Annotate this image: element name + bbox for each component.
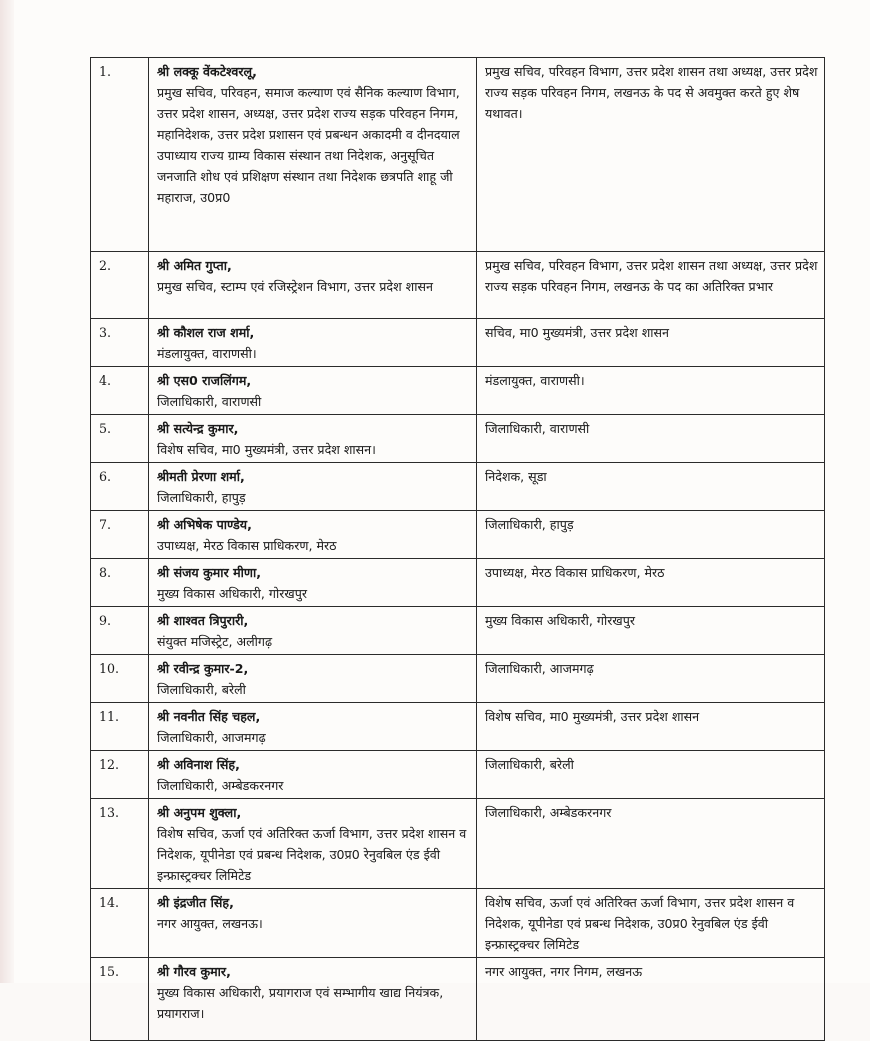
serial-number: 7. [91,511,149,559]
current-designation: प्रमुख सचिव, स्टाम्प एवं रजिस्ट्रेशन विभाग, उत्तर प्रदेश शासन [157,279,433,294]
new-posting: जिलाधिकारी, हापुड़ [485,517,574,532]
officer-cell [149,463,477,511]
officer-name: श्री नवनीत सिंह चहल, [157,709,261,724]
table-row [91,252,825,319]
officer-name: श्रीमती प्रेरणा शर्मा, [157,469,245,484]
current-designation: मुख्य विकास अधिकारी, गोरखपुर [157,586,308,601]
officer-cell [149,367,477,415]
new-posting-cell [477,367,825,415]
officer-cell [149,511,477,559]
new-posting-cell [477,655,825,703]
serial-number: 15. [91,958,149,1041]
serial-number: 9. [91,607,149,655]
new-posting: जिलाधिकारी, अम्बेडकरनगर [485,805,612,820]
serial-number: 11. [91,703,149,751]
current-designation: मंडलायुक्त, वाराणसी। [157,346,257,361]
officer-name: श्री कौशल राज शर्मा, [157,325,255,340]
current-designation: जिलाधिकारी, अम्बेडकरनगर [157,778,284,793]
current-designation: विशेष सचिव, मा0 मुख्यमंत्री, उत्तर प्रदेश शासन। [157,442,376,457]
new-posting: जिलाधिकारी, बरेली [485,757,574,772]
table-row [91,655,825,703]
officer-name: श्री अमित गुप्ता, [157,258,232,273]
officer-name: श्री सत्येन्द्र कुमार, [157,421,239,436]
serial-number: 4. [91,367,149,415]
officer-cell [149,319,477,367]
current-designation: जिलाधिकारी, वाराणसी [157,394,262,409]
new-posting: उपाध्यक्ष, मेरठ विकास प्राधिकरण, मेरठ [485,565,665,580]
officer-cell [149,799,477,889]
new-posting-cell [477,889,825,958]
new-posting: नगर आयुक्त, नगर निगम, लखनऊ [485,964,643,979]
serial-number: 8. [91,559,149,607]
new-posting: सचिव, मा0 मुख्यमंत्री, उत्तर प्रदेश शासन [485,325,670,340]
officer-name: श्री अनुपम शुक्ला, [157,805,242,820]
serial-number: 1. [91,58,149,252]
new-posting-cell [477,463,825,511]
table-row [91,559,825,607]
current-designation: विशेष सचिव, ऊर्जा एवं अतिरिक्त ऊर्जा विभाग, उत्तर प्रदेश शासन व निदेशक, यूपीनेडा एवं प्रबन्ध निदेशक, उ0प्र0 रेनुवबिल एंड ईवी इन्फ्रास्ट्रक्चर लिमिटेड [157,826,467,883]
transfer-table [90,57,825,1041]
new-posting-cell [477,559,825,607]
page-edge-shadow [0,0,14,983]
new-posting-cell [477,58,825,252]
new-posting: विशेष सचिव, मा0 मुख्यमंत्री, उत्तर प्रदेश शासन [485,709,700,724]
officer-cell [149,889,477,958]
table-row [91,703,825,751]
officer-cell [149,703,477,751]
officer-name: श्री इंद्रजीत सिंह, [157,895,234,910]
new-posting: जिलाधिकारी, आजमगढ़ [485,661,594,676]
table-row [91,607,825,655]
officer-cell [149,958,477,1041]
serial-number: 6. [91,463,149,511]
table-row [91,463,825,511]
new-posting-cell [477,958,825,1041]
new-posting-cell [477,703,825,751]
serial-number: 2. [91,252,149,319]
officer-name: श्री रवीन्द्र कुमार-2, [157,661,249,676]
officer-cell [149,252,477,319]
officer-name: श्री संजय कुमार मीणा, [157,565,262,580]
new-posting: प्रमुख सचिव, परिवहन विभाग, उत्तर प्रदेश शासन तथा अध्यक्ष, उत्तर प्रदेश राज्य सड़क परिवहन निगम, लखनऊ के पद का अतिरिक्त प्रभार [485,258,818,294]
officer-name: श्री लक्कू वेंकटेश्वरलू, [157,64,257,79]
table-row [91,511,825,559]
new-posting-cell [477,415,825,463]
table-row [91,958,825,1041]
current-designation: जिलाधिकारी, बरेली [157,682,246,697]
table-row [91,751,825,799]
new-posting: विशेष सचिव, ऊर्जा एवं अतिरिक्त ऊर्जा विभाग, उत्तर प्रदेश शासन व निदेशक, यूपीनेडा एवं प्रबन्ध निदेशक, उ0प्र0 रेनुवबिल एंड ईवी इन्फ्रास्ट्रक्चर लिमिटेड [485,895,795,952]
new-posting: मुख्य विकास अधिकारी, गोरखपुर [485,613,636,628]
table-row [91,799,825,889]
new-posting-cell [477,319,825,367]
new-posting-cell [477,252,825,319]
officer-cell [149,607,477,655]
current-designation: नगर आयुक्त, लखनऊ। [157,916,263,931]
officer-name: श्री गौरव कुमार, [157,964,231,979]
table-row [91,319,825,367]
table-row [91,889,825,958]
officer-cell [149,415,477,463]
current-designation: जिलाधिकारी, हापुड़ [157,490,246,505]
serial-number: 5. [91,415,149,463]
serial-number: 10. [91,655,149,703]
serial-number: 13. [91,799,149,889]
new-posting: प्रमुख सचिव, परिवहन विभाग, उत्तर प्रदेश शासन तथा अध्यक्ष, उत्तर प्रदेश राज्य सड़क परिवहन निगम, लखनऊ के पद से अवमुक्त करते हुए शेष यथावत। [485,64,818,121]
new-posting: मंडलायुक्त, वाराणसी। [485,373,585,388]
table-row [91,58,825,252]
table-row [91,367,825,415]
serial-number: 3. [91,319,149,367]
new-posting: निदेशक, सूडा [485,469,547,484]
current-designation: प्रमुख सचिव, परिवहन, समाज कल्याण एवं सैनिक कल्याण विभाग, उत्तर प्रदेश शासन, अध्यक्ष, उत्तर प्रदेश राज्य सड़क परिवहन निगम, महानिदेशक, उत्तर प्रदेश प्रशासन एवं प्रबन्धन अकादमी व दीनदयाल उपाध्याय राज्य ग्राम्य विकास संस्थान तथा निदेशक, अनुसूचित जनजाति शोध एवं प्रशिक्षण संस्थान तथा निदेशक छत्रपति शाहू जी महाराज, उ0प्र0 [157,85,460,205]
current-designation: मुख्य विकास अधिकारी, प्रयागराज एवं सम्भागीय खाद्य नियंत्रक, प्रयागराज। [157,985,444,1021]
officer-cell [149,751,477,799]
transfer-table-body [91,58,825,1041]
new-posting-cell [477,607,825,655]
serial-number: 12. [91,751,149,799]
officer-cell [149,58,477,252]
new-posting-cell [477,511,825,559]
new-posting: जिलाधिकारी, वाराणसी [485,421,590,436]
officer-name: श्री अविनाश सिंह, [157,757,240,772]
serial-number: 14. [91,889,149,958]
officer-name: श्री एस0 राजलिंगम, [157,373,252,388]
table-row [91,415,825,463]
current-designation: उपाध्यक्ष, मेरठ विकास प्राधिकरण, मेरठ [157,538,337,553]
current-designation: जिलाधिकारी, आजमगढ़ [157,730,266,745]
new-posting-cell [477,751,825,799]
current-designation: संयुक्त मजिस्ट्रेट, अलीगढ़ [157,634,273,649]
officer-cell [149,655,477,703]
officer-name: श्री अभिषेक पाण्डेय, [157,517,252,532]
officer-cell [149,559,477,607]
new-posting-cell [477,799,825,889]
officer-name: श्री शाश्वत त्रिपुरारी, [157,613,249,628]
